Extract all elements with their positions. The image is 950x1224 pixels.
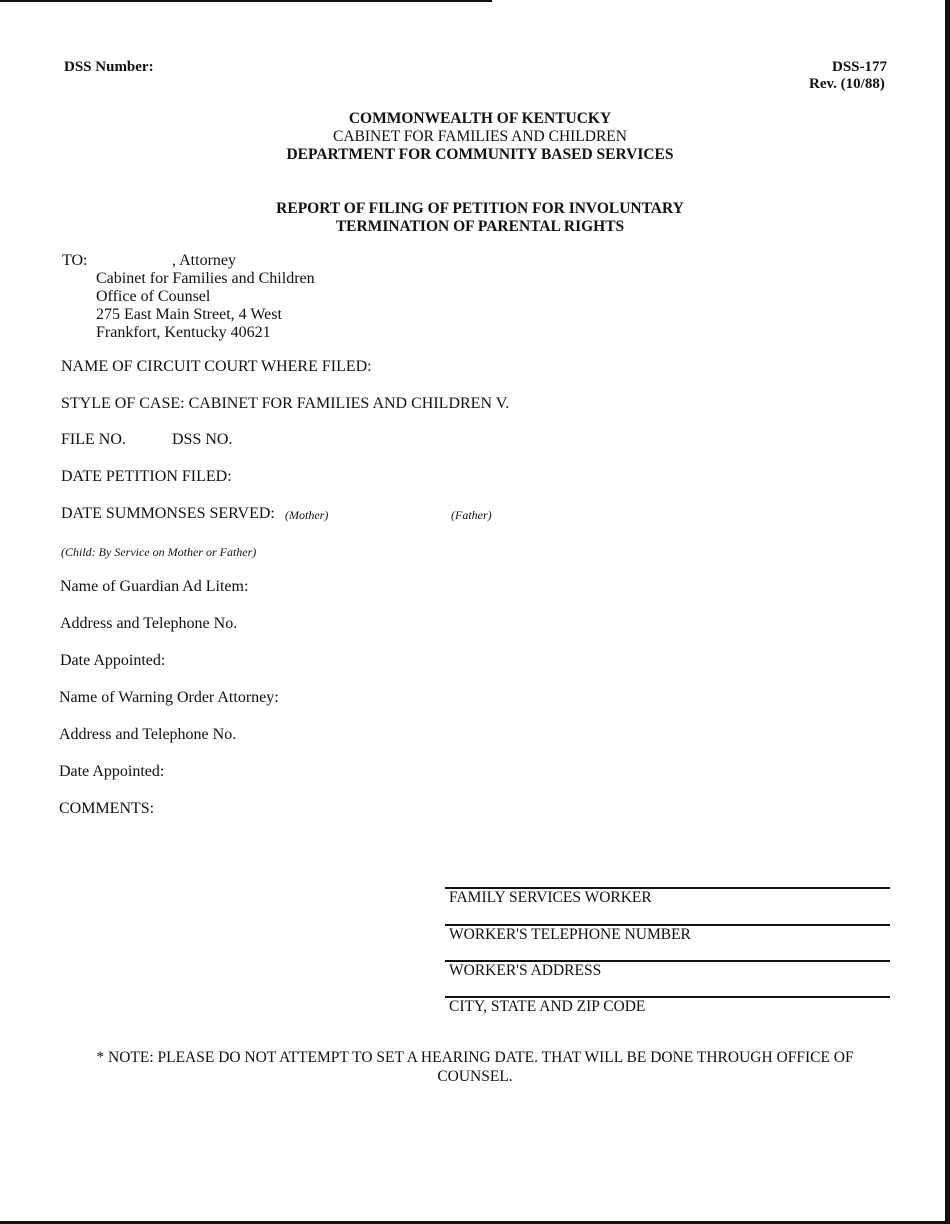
dss-no-label: DSS NO. xyxy=(172,431,233,448)
dss-number-label: DSS Number: xyxy=(64,59,154,75)
warning-address-label: Address and Telephone No. xyxy=(59,726,237,743)
worker-address-label: WORKER'S ADDRESS xyxy=(449,962,602,979)
warning-date-label: Date Appointed: xyxy=(59,763,165,780)
header-line-2: CABINET FOR FAMILIES AND CHILDREN xyxy=(333,128,627,145)
warning-attorney-label: Name of Warning Order Attorney: xyxy=(59,689,279,706)
file-no-label: FILE NO. xyxy=(61,431,126,448)
guardian-name-label: Name of Guardian Ad Litem: xyxy=(60,578,249,595)
title-line-2: TERMINATION OF PARENTAL RIGHTS xyxy=(335,218,625,235)
guardian-address-label: Address and Telephone No. xyxy=(60,615,238,632)
title-line-1: REPORT OF FILING OF PETITION FOR INVOLUNTARY xyxy=(276,200,684,217)
addressee-line-2: Office of Counsel xyxy=(96,288,211,305)
header-line-3: DEPARTMENT FOR COMMUNITY BASED SERVICES xyxy=(286,146,674,163)
child-service-label: (Child: By Service on Mother or Father) xyxy=(61,545,257,559)
father-label: (Father) xyxy=(451,508,492,522)
comments-label: COMMENTS: xyxy=(59,800,155,817)
circuit-court-label: NAME OF CIRCUIT COURT WHERE FILED: xyxy=(61,358,372,375)
agency-header xyxy=(0,110,950,164)
note-line-1: * NOTE: PLEASE DO NOT ATTEMPT TO SET A HEARING DATE. THAT WILL BE DONE THROUGH OFFICE OF xyxy=(96,1049,854,1066)
worker-telephone-label: WORKER'S TELEPHONE NUMBER xyxy=(449,926,691,943)
note-line-2: COUNSEL. xyxy=(437,1068,513,1085)
hearing-note xyxy=(60,1048,890,1086)
guardian-date-label: Date Appointed: xyxy=(60,652,166,669)
scan-border-right xyxy=(945,0,950,1224)
addressee-line-3: 275 East Main Street, 4 West xyxy=(96,306,282,323)
attorney-label: , Attorney xyxy=(172,252,236,269)
city-state-zip-label: CITY, STATE AND ZIP CODE xyxy=(449,998,646,1015)
scan-border-top xyxy=(0,0,492,2)
addressee-line-1: Cabinet for Families and Children xyxy=(96,270,315,287)
report-title xyxy=(0,200,950,236)
addressee-line-4: Frankfort, Kentucky 40621 xyxy=(96,324,271,341)
date-summonses-served-label: DATE SUMMONSES SERVED: xyxy=(61,505,275,522)
style-of-case-label: STYLE OF CASE: CABINET FOR FAMILIES AND CHILDREN V. xyxy=(61,395,510,412)
date-petition-filed-label: DATE PETITION FILED: xyxy=(61,468,232,485)
to-label: TO: xyxy=(62,252,88,269)
form-number: DSS-177 xyxy=(832,59,888,75)
form-revision: Rev. (10/88) xyxy=(809,76,885,92)
header-line-1: COMMONWEALTH OF KENTUCKY xyxy=(348,110,612,127)
mother-label: (Mother) xyxy=(285,508,329,522)
family-services-worker-label: FAMILY SERVICES WORKER xyxy=(449,889,652,906)
